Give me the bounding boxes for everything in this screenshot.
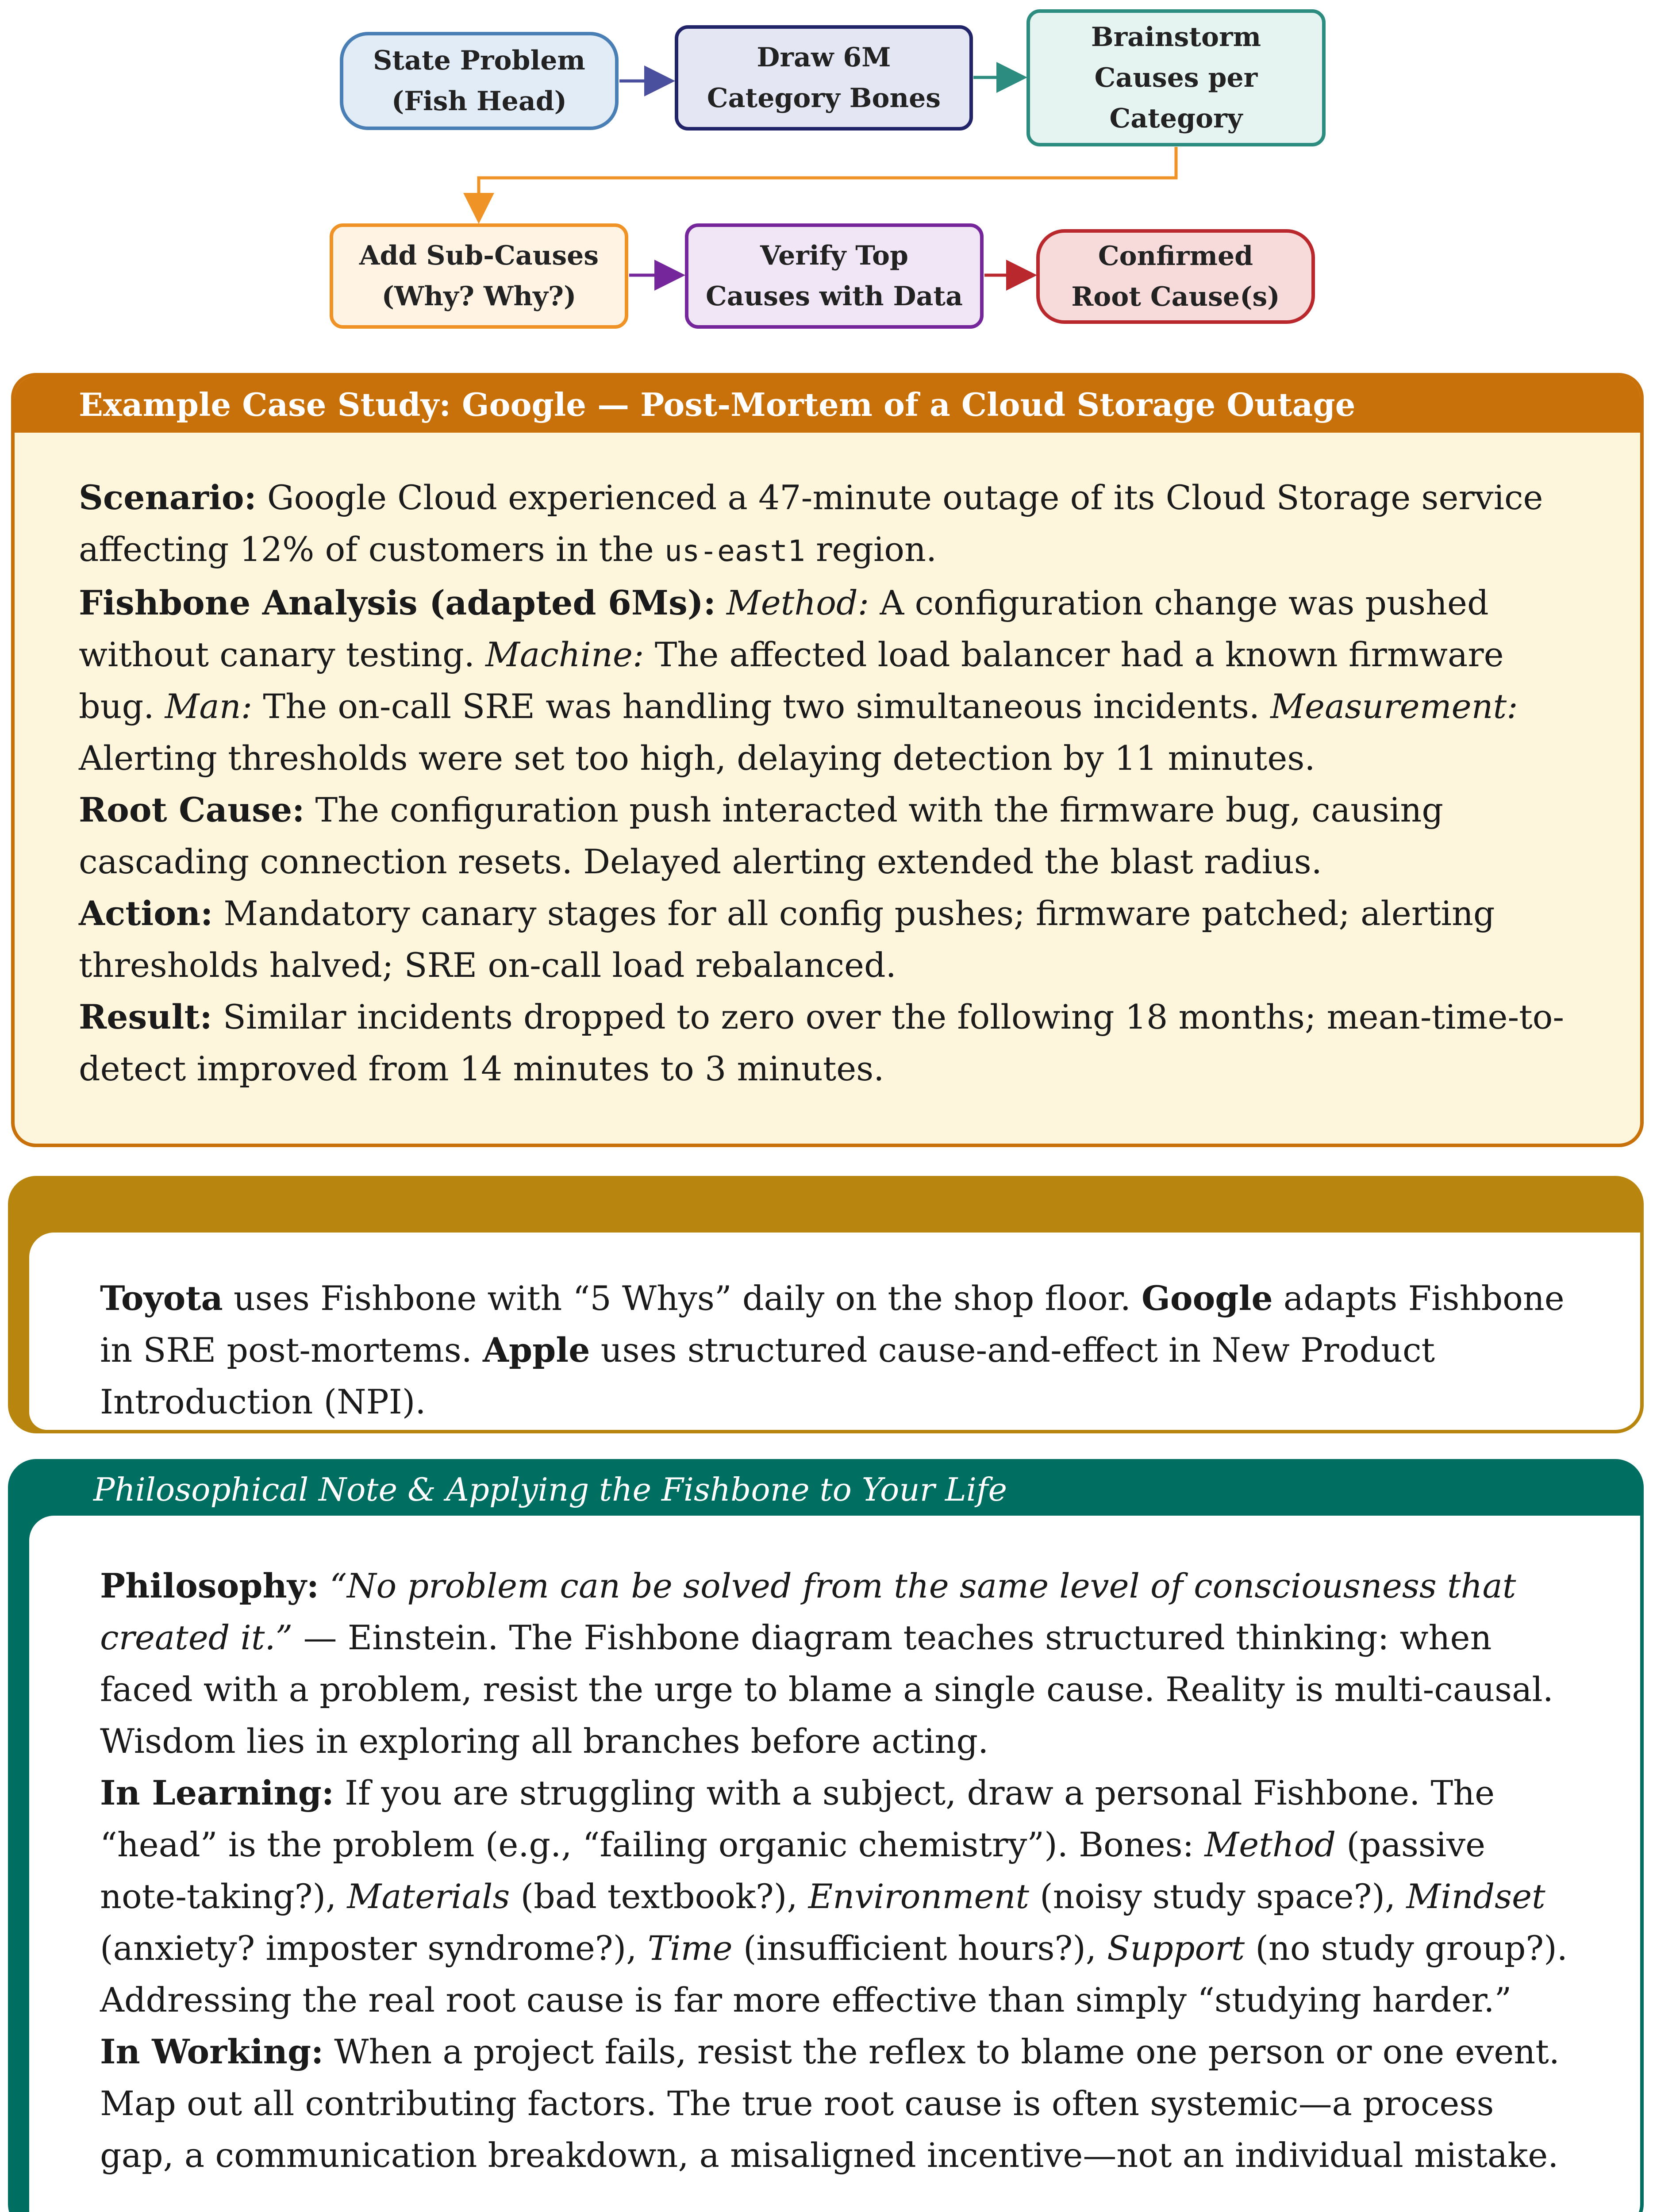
companies-body bbox=[29, 1233, 1640, 1430]
root-cause-text: The configuration push interacted with the firmware bug, causing cascading connection resets. Delayed alerting extended the blast radius. bbox=[79, 790, 1443, 881]
einstein-quote: “No problem can be solved from the same level of consciousness that created it.” bbox=[100, 1566, 1516, 1657]
working-paragraph bbox=[100, 2026, 1576, 2181]
result-paragraph bbox=[79, 991, 1576, 1094]
philosophy-box bbox=[8, 1459, 1644, 2212]
bone-support: Support bbox=[1107, 1928, 1245, 1968]
result-text: Similar incidents dropped to zero over the following 18 months; mean-time-to-detect improved from 14 minutes to 3 minutes. bbox=[79, 997, 1565, 1088]
flow-step-draw-bones bbox=[675, 25, 973, 131]
flow-step-label: Add Sub-Causes (Why? Why?) bbox=[359, 240, 599, 312]
method-label: Method: bbox=[726, 583, 869, 622]
action-label: Action: bbox=[79, 894, 213, 933]
machine-label: Machine: bbox=[485, 635, 644, 674]
fishbone-label: Fishbone Analysis (adapted 6Ms): bbox=[79, 583, 716, 622]
learning-text: (passive note-taking?), bbox=[100, 1825, 1486, 1916]
google-text: adapts Fishbone in SRE post-mortems. bbox=[100, 1279, 1565, 1370]
flow-step-label: Brainstorm Causes per Category bbox=[1091, 22, 1261, 134]
working-label: In Working: bbox=[100, 2032, 324, 2071]
root-cause-label: Root Cause: bbox=[79, 790, 305, 830]
case-study-title: Example Case Study: Google — Post-Mortem of a Cloud Storage Outage bbox=[15, 376, 1640, 433]
arrow-3-4 bbox=[479, 147, 1176, 218]
philosophy-label: Philosophy: bbox=[100, 1566, 319, 1605]
flow-step-root-cause bbox=[1036, 229, 1315, 324]
learning-text: (noisy study space?), bbox=[1029, 1877, 1407, 1916]
case-study-box bbox=[11, 373, 1644, 1147]
method-text: A configuration change was pushed without canary testing. bbox=[79, 583, 1489, 674]
bone-environment: Environment bbox=[808, 1877, 1029, 1916]
result-label: Result: bbox=[79, 997, 212, 1037]
man-text: The on-call SRE was handling two simultaneous incidents. bbox=[252, 687, 1271, 726]
action-paragraph bbox=[79, 887, 1576, 991]
bone-materials: Materials bbox=[347, 1877, 510, 1916]
learning-text: If you are struggling with a subject, draw a personal Fishbone. The “head” is the problem (e.g., “failing organic chemistry”). Bones: bbox=[100, 1773, 1495, 1864]
flow-step-sub-causes bbox=[330, 223, 628, 329]
measurement-label: Measurement: bbox=[1270, 687, 1518, 726]
philosophy-paragraph bbox=[100, 1560, 1576, 1767]
case-study-body bbox=[15, 433, 1640, 1094]
flow-step-label: State Problem (Fish Head) bbox=[373, 45, 585, 117]
region-code: us-east1 bbox=[664, 534, 805, 568]
philosophy-body bbox=[29, 1516, 1640, 2212]
learning-label: In Learning: bbox=[100, 1773, 334, 1813]
flow-step-label: Verify Top Causes with Data bbox=[705, 240, 963, 312]
flow-step-label: Draw 6M Category Bones bbox=[707, 42, 941, 114]
scenario-paragraph bbox=[79, 472, 1576, 577]
machine-text: The affected load balancer had a known firmware bug. bbox=[79, 635, 1504, 726]
philosophy-text: — Einstein. The Fishbone diagram teaches structured thinking: when faced with a problem, resist the urge to blame a single cause. Reality is multi-causal. Wisdom lies in exploring all branches before acting. bbox=[100, 1618, 1553, 1761]
process-flowchart bbox=[0, 0, 1653, 336]
scenario-label: Scenario: bbox=[79, 478, 257, 517]
scenario-text: Google Cloud experienced a 47-minute outage of its Cloud Storage service affecting 12% of customers in the bbox=[79, 478, 1543, 569]
learning-text: (no study group?). Addressing the real root cause is far more effective than simply “studying harder.” bbox=[100, 1928, 1568, 2020]
companies-box bbox=[8, 1176, 1644, 1433]
apple-name: Apple bbox=[483, 1330, 590, 1370]
learning-text: (anxiety? imposter syndrome?), bbox=[100, 1928, 648, 1968]
google-name: Google bbox=[1142, 1279, 1273, 1318]
toyota-text: uses Fishbone with “5 Whys” daily on the shop floor. bbox=[223, 1279, 1142, 1318]
learning-text: (insufficient hours?), bbox=[732, 1928, 1107, 1968]
flow-step-state-problem bbox=[340, 32, 619, 130]
philosophy-title: Philosophical Note & Applying the Fishbone to Your Life bbox=[93, 1471, 1007, 1508]
learning-text: (bad textbook?), bbox=[510, 1877, 808, 1916]
learning-paragraph bbox=[100, 1767, 1576, 2026]
man-label: Man: bbox=[165, 687, 253, 726]
measurement-text: Alerting thresholds were set too high, delaying detection by 11 minutes. bbox=[79, 738, 1315, 778]
working-text: When a project fails, resist the reflex to blame one person or one event. Map out all contributing factors. The true root cause is often systemic—a process gap, a communication breakdown, a misaligned incentive—not an individual mistake. bbox=[100, 2032, 1560, 2175]
scenario-text-end: region. bbox=[805, 530, 937, 569]
bone-method: Method bbox=[1204, 1825, 1336, 1864]
flow-step-brainstorm bbox=[1026, 9, 1326, 146]
toyota-name: Toyota bbox=[100, 1279, 223, 1318]
flow-step-verify bbox=[685, 223, 984, 329]
apple-text: uses structured cause-and-effect in New Product Introduction (NPI). bbox=[100, 1330, 1435, 1421]
bone-mindset: Mindset bbox=[1406, 1877, 1545, 1916]
bone-time: Time bbox=[647, 1928, 733, 1968]
flow-step-label: Confirmed Root Cause(s) bbox=[1071, 241, 1280, 312]
root-cause-paragraph bbox=[79, 784, 1576, 887]
action-text: Mandatory canary stages for all config pushes; firmware patched; alerting thresholds halved; SRE on-call load rebalanced. bbox=[79, 894, 1495, 985]
fishbone-paragraph bbox=[79, 577, 1576, 784]
